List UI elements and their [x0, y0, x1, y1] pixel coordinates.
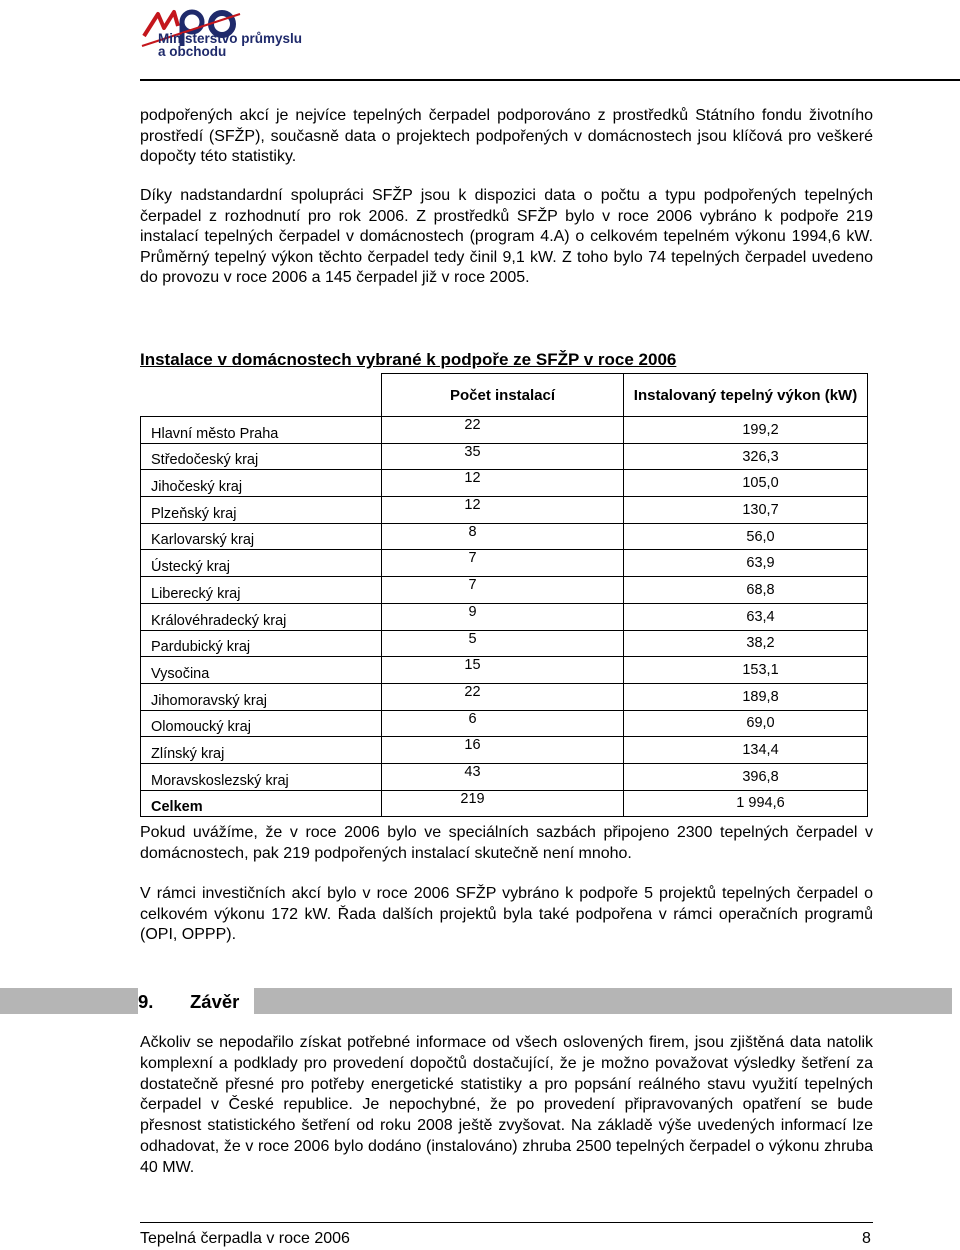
page-number: 8 — [862, 1230, 871, 1247]
installations-table — [140, 373, 868, 817]
region-cell: Jihočeský kraj — [141, 470, 382, 497]
count-cell: 12 — [382, 497, 624, 524]
count-cell: 22 — [382, 417, 624, 444]
power-cell: 396,8 — [624, 763, 868, 790]
ministry-logo — [140, 6, 303, 68]
region-cell: Jihomoravský kraj — [141, 683, 382, 710]
table-row — [141, 417, 868, 444]
region-cell: Plzeňský kraj — [141, 497, 382, 524]
section-heading — [138, 988, 254, 1014]
count-cell: 16 — [382, 737, 624, 764]
count-cell: 22 — [382, 683, 624, 710]
section-title: Závěr — [190, 991, 240, 1012]
table-row — [141, 443, 868, 470]
count-cell: 6 — [382, 710, 624, 737]
logo-text — [158, 32, 302, 58]
power-cell: 1 994,6 — [624, 790, 868, 817]
paragraph-comparison: Pokud uvážíme, že v roce 2006 bylo ve speciálních sazbách připojeno 2300 tepelných čerpadel v domácnostech, pak 219 podpořených instalací skutečně není mnoho. — [140, 824, 873, 862]
power-cell: 63,9 — [624, 550, 868, 577]
table-row — [141, 630, 868, 657]
count-cell: 15 — [382, 657, 624, 684]
table-row — [141, 470, 868, 497]
table-row — [141, 763, 868, 790]
footer-title: Tepelná čerpadla v roce 2006 — [140, 1230, 350, 1247]
count-cell: 7 — [382, 550, 624, 577]
power-cell: 69,0 — [624, 710, 868, 737]
count-cell: 7 — [382, 577, 624, 604]
power-cell: 326,3 — [624, 443, 868, 470]
table-row — [141, 683, 868, 710]
logo-line-1: Ministerstvo průmyslu — [158, 31, 303, 46]
region-cell: Karlovarský kraj — [141, 523, 382, 550]
table-row — [141, 523, 868, 550]
region-cell: Pardubický kraj — [141, 630, 382, 657]
table-row — [141, 657, 868, 684]
power-cell: 189,8 — [624, 683, 868, 710]
power-cell: 38,2 — [624, 630, 868, 657]
paragraph-conclusion: Ačkoliv se nepodařilo získat potřebné informace od všech oslovených firem, jsou zjištěná data natolik komplexní a podklady pro provedení dopočtů dostačující, že je možno považovat výsledky šetření za dostatečně přesné pro potřeby energetické statistiky a pro popsání reálného stavu využití tepelných čerpadel v České republice. Je nepochybné, že po provedení připravovaných opatření se bude přesnost statistického šetření od roku 2008 ještě zvyšovat. Na základě výše uvedených informací lze odhadovat, že v roce 2006 bylo dodáno (instalováno) zhruba 2500 tepelných čerpadel o výkonu zhruba 40 MW. — [140, 1034, 873, 1176]
power-cell: 56,0 — [624, 523, 868, 550]
table-row — [141, 550, 868, 577]
region-cell: Moravskoslezský kraj — [141, 763, 382, 790]
power-cell: 68,8 — [624, 577, 868, 604]
table-header-row — [141, 374, 868, 417]
table-row — [141, 497, 868, 524]
region-cell: Liberecký kraj — [141, 577, 382, 604]
footer-rule — [140, 1222, 873, 1223]
table-title: Instalace v domácnostech vybrané k podpoře ze SFŽP v roce 2006 — [140, 350, 677, 369]
power-cell: 130,7 — [624, 497, 868, 524]
header-count: Počet instalací — [382, 374, 624, 417]
count-cell: 8 — [382, 523, 624, 550]
count-cell: 219 — [382, 790, 624, 817]
header-rule — [140, 79, 960, 81]
section-number: 9. — [138, 991, 154, 1012]
paragraph-investment: V rámci investičních akcí bylo v roce 2006 SFŽP vybráno k podpoře 5 projektů tepelných čerpadel o celkovém výkonu 172 kW. Řada dalších projektů byla také podpořena v rámci operačních programů (OPI, OPPP). — [140, 885, 873, 943]
paragraph-sfzp: Díky nadstandardní spolupráci SFŽP jsou k dispozici data o počtu a typu podpořených tepelných čerpadel z rozhodnutí pro rok 2006. Z prostředků SFŽP bylo v roce 2006 vybráno k podpoře 219 instalací tepelných čerpadel v domácnostech (program 4.A) o celkovém tepelném výkonu 1994,6 kW. Průměrný tepelný výkon těchto čerpadel tedy činil 9,1 kW. Z toho bylo 74 tepelných čerpadel uvedeno do provozu v roce 2006 a 145 čerpadel již v roce 2005. — [140, 187, 873, 286]
region-cell: Celkem — [141, 790, 382, 817]
header-power: Instalovaný tepelný výkon (kW) — [624, 374, 868, 417]
table-corner — [141, 374, 382, 417]
region-cell: Královéhradecký kraj — [141, 603, 382, 630]
table-body — [141, 417, 868, 817]
power-cell: 63,4 — [624, 603, 868, 630]
power-cell: 134,4 — [624, 737, 868, 764]
count-cell: 5 — [382, 630, 624, 657]
table-row — [141, 603, 868, 630]
power-cell: 199,2 — [624, 417, 868, 444]
count-cell: 35 — [382, 443, 624, 470]
count-cell: 43 — [382, 763, 624, 790]
region-cell: Hlavní město Praha — [141, 417, 382, 444]
logo-line-2: a obchodu — [158, 44, 227, 59]
power-cell: 153,1 — [624, 657, 868, 684]
table-total-row — [141, 790, 868, 817]
paragraph-intro: podpořených akcí je nejvíce tepelných čerpadel podporováno z prostředků Státního fondu životního prostředí (SFŽP), současně data o projektech podpořených v domácnostech jsou klíčová pro veškeré dopočty této statistiky. — [140, 107, 873, 165]
table-row — [141, 737, 868, 764]
region-cell: Zlínský kraj — [141, 737, 382, 764]
table-row — [141, 710, 868, 737]
power-cell: 105,0 — [624, 470, 868, 497]
count-cell: 9 — [382, 603, 624, 630]
region-cell: Vysočina — [141, 657, 382, 684]
table-row — [141, 577, 868, 604]
region-cell: Středočeský kraj — [141, 443, 382, 470]
region-cell: Ústecký kraj — [141, 550, 382, 577]
region-cell: Olomoucký kraj — [141, 710, 382, 737]
count-cell: 12 — [382, 470, 624, 497]
